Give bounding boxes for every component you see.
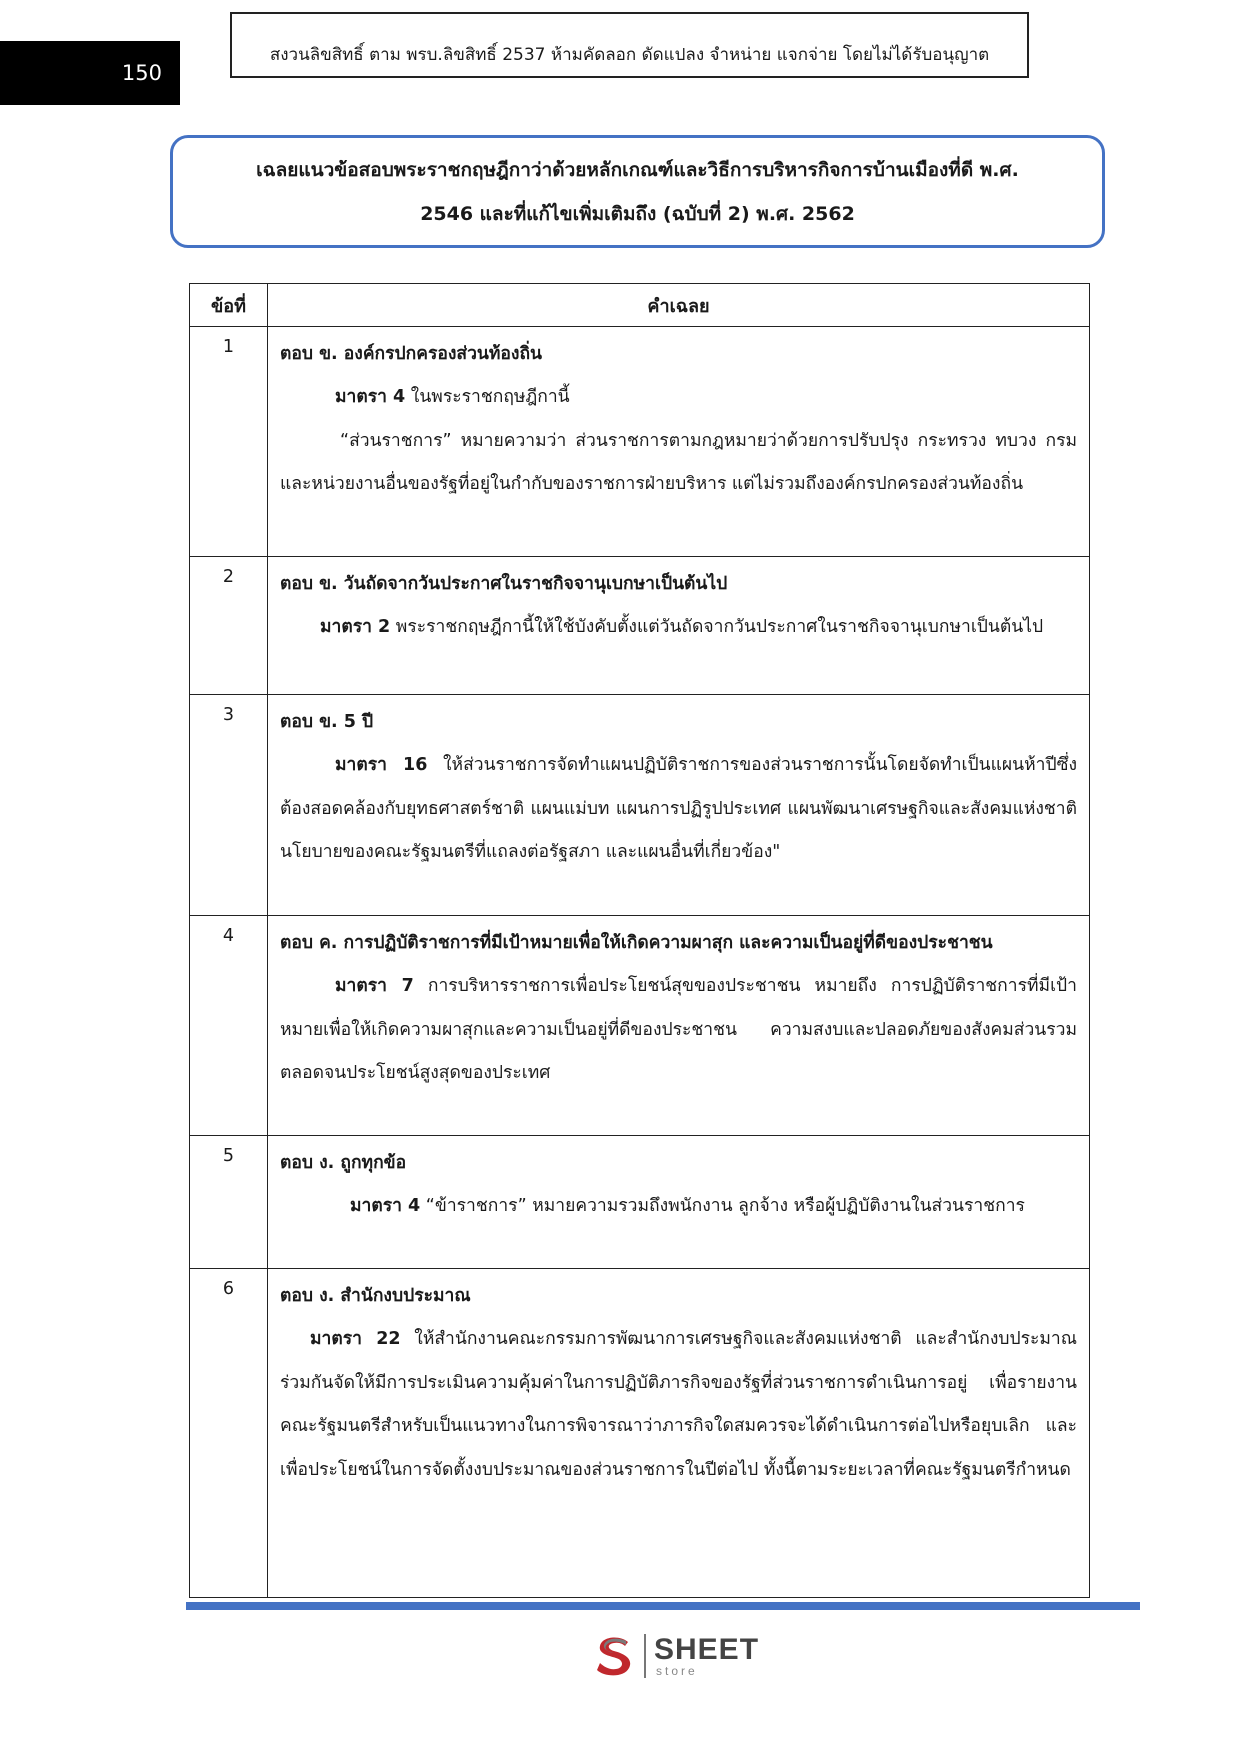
law-section: มาตรา 22 [310,1329,401,1349]
document-title [170,135,1105,248]
answer-table [189,283,1090,1598]
table-row [190,1136,1090,1269]
logo-sub-text: store [656,1664,698,1678]
sheet-store-logo [590,1630,759,1682]
table-row [190,916,1090,1136]
logo-separator [644,1634,646,1678]
explanation-body: การบริหารราชการเพื่อประโยชน์สุขของประชาชน หมายถึง การปฏิบัติราชการที่มีเป้าหมายเพื่อให้เกิดความผาสุกและความเป็นอยู่ที่ดีของประชาชน ความสงบและปลอดภัยของสังคมส่วนรวม ตลอดจนประโยชน์สูงสุดของประเทศ [280,976,1077,1083]
explanation-text [280,1318,1077,1492]
answer-line: ตอบ ข. วันถัดจากวันประกาศในราชกิจจานุเบกษาเป็นต้นไป [280,574,728,594]
law-section: มาตรา 4 [335,387,406,407]
logo-main-text: SHEET [654,1633,760,1666]
explanation-body: พระราชกฤษฎีกานี้ให้ใช้บังคับตั้งแต่วันถัดจากวันประกาศในราชกิจจานุเบกษาเป็นต้นไป [390,617,1044,637]
law-section: มาตรา 16 [335,755,428,775]
explanation-body: ในพระราชกฤษฎีกานี้ [405,387,570,407]
answer-line: ตอบ ข. องค์กรปกครองส่วนท้องถิ่น [280,344,543,364]
answer-line: ตอบ ง. สำนักงบประมาณ [280,1286,471,1306]
logo-wordmark [654,1635,759,1677]
explanation-definition: “ส่วนราชการ” หมายความว่า ส่วนราชการตามกฎหมายว่าด้วยการปรับปรุง กระทรวง ทบวง กรม และหน่วยงานอื่นของรัฐที่อยู่ในกำกับของราชการฝ่ายบริหาร แต่ไม่รวมถึงองค์กรปกครองส่วนท้องถิ่น [280,430,1077,494]
header-answer: คำเฉลย [268,284,1090,327]
table-row [190,327,1090,557]
page-number-badge [0,41,180,105]
row-number: 3 [190,695,268,916]
page-number: 150 [121,61,162,85]
row-answer-cell [268,916,1090,1136]
explanation-text [280,606,1077,650]
title-line-1: เฉลยแนวข้อสอบพระราชกฤษฎีกาว่าด้วยหลักเกณฑ์และวิธีการบริหารกิจการบ้านเมืองที่ดี พ.ศ. [256,158,1019,181]
header-number: ข้อที่ [190,284,268,327]
row-answer-cell [268,327,1090,557]
explanation-text [280,965,1077,1096]
explanation-text [280,1185,1077,1229]
table-header-row [190,284,1090,327]
law-section: มาตรา 7 [335,976,414,996]
row-answer-cell [268,695,1090,916]
table-row [190,557,1090,695]
explanation-body: “ข้าราชการ” หมายความรวมถึงพนักงาน ลูกจ้าง หรือผู้ปฏิบัติงานในส่วนราชการ [420,1196,1025,1216]
law-section: มาตรา 4 [350,1196,421,1216]
explanation-text [280,376,1077,420]
answer-line: ตอบ ข. 5 ปี [280,712,374,732]
copyright-notice: สงวนลิขสิทธิ์ ตาม พรบ.ลิขสิทธิ์ 2537 ห้ามคัดลอก ดัดแปลง จำหน่าย แจกจ่าย โดยไม่ได้รับอนุญาต [230,12,1029,78]
answer-line: ตอบ ง. ถูกทุกข้อ [280,1153,407,1173]
law-section: มาตรา 2 [320,617,391,637]
row-number: 5 [190,1136,268,1269]
row-answer-cell [268,557,1090,695]
row-answer-cell [268,1136,1090,1269]
footer-divider [186,1602,1140,1610]
row-number: 4 [190,916,268,1136]
explanation-text [280,744,1077,875]
explanation-body: ให้สำนักงานคณะกรรมการพัฒนาการเศรษฐกิจและสังคมแห่งชาติ และสำนักงบประมาณร่วมกันจัดให้มีการประเมินความคุ้มค่าในการปฏิบัติภารกิจของรัฐที่ส่วนราชการดำเนินการอยู่ เพื่อรายงานคณะรัฐมนตรีสำหรับเป็นแนวทางในการพิจารณาว่าภารกิจใดสมควรจะได้ดำเนินการต่อไปหรือยุบเลิก และเพื่อประโยชน์ในการจัดตั้งงบประมาณของส่วนราชการในปีต่อไป ทั้งนี้ตามระยะเวลาที่คณะรัฐมนตรีกำหนด [280,1329,1077,1480]
table-row [190,1269,1090,1598]
table-row [190,695,1090,916]
row-number: 6 [190,1269,268,1598]
s-logo-icon [590,1632,638,1680]
row-number: 2 [190,557,268,695]
answer-line: ตอบ ค. การปฏิบัติราชการที่มีเป้าหมายเพื่อให้เกิดความผาสุก และความเป็นอยู่ที่ดีของประชาชน [280,933,993,953]
explanation-body: ให้ส่วนราชการจัดทำแผนปฏิบัติราชการของส่วนราชการนั้นโดยจัดทำเป็นแผนห้าปีซึ่งต้องสอดคล้องกับยุทธศาสตร์ชาติ แผนแม่บท แผนการปฏิรูปประเทศ แผนพัฒนาเศรษฐกิจและสังคมแห่งชาติ นโยบายของคณะรัฐมนตรีที่แถลงต่อรัฐสภา และแผนอื่นที่เกี่ยวข้อง" [280,755,1077,862]
row-answer-cell [268,1269,1090,1598]
title-line-2: 2546 และที่แก้ไขเพิ่มเติมถึง (ฉบับที่ 2) พ.ศ. 2562 [420,202,855,225]
row-number: 1 [190,327,268,557]
